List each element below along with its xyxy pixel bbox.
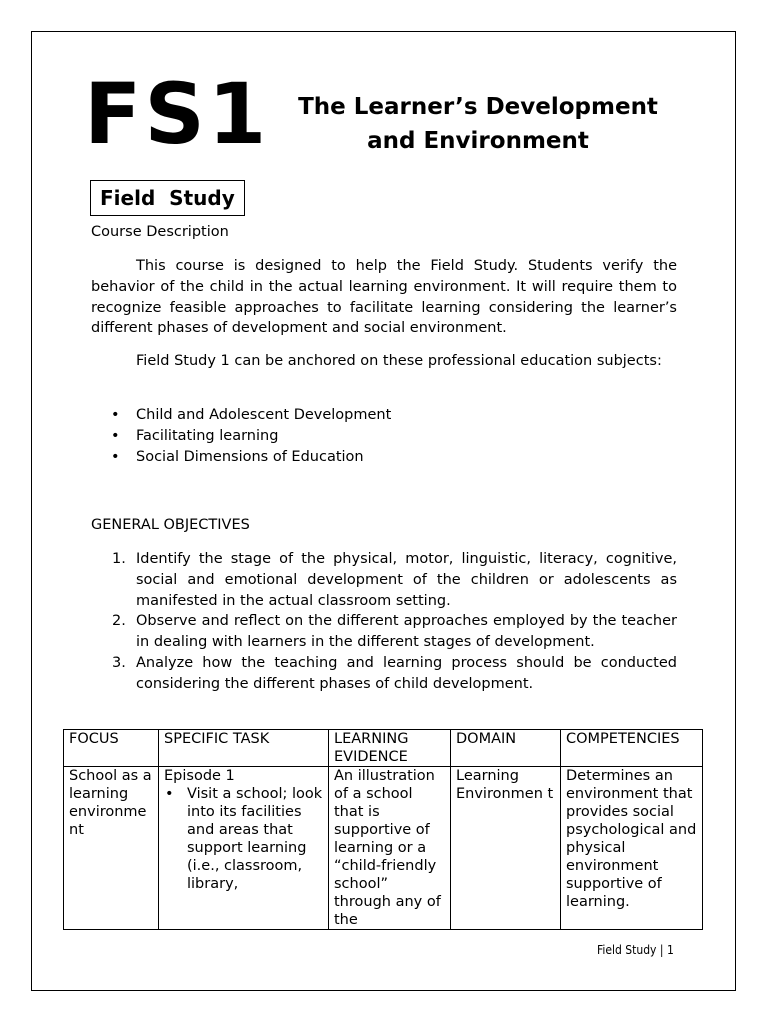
course-description-heading: Course Description [91, 224, 229, 240]
field-study-label: Field Study [90, 180, 245, 216]
list-item: • Facilitating learning [111, 426, 391, 447]
header-focus: FOCUS [64, 730, 159, 767]
objective-text: Analyze how the teaching and learning process should be conducted considering the different phases of child development. [136, 654, 677, 692]
objective-item [112, 549, 677, 611]
footer-label: Field Study [597, 943, 657, 957]
cell-focus: School as a learning environme nt [64, 767, 159, 930]
document-page [31, 31, 736, 991]
table-header-row [64, 730, 703, 767]
objective-item [112, 653, 677, 695]
header-learning-evidence: LEARNING EVIDENCE [329, 730, 451, 767]
objectives-list [112, 549, 677, 695]
general-objectives-heading: GENERAL OBJECTIVES [91, 517, 250, 533]
page-footer [597, 943, 674, 957]
cell-domain: Learning Environmen t [451, 767, 561, 930]
objective-number: 1. [112, 551, 126, 567]
cell-learning-evidence: An illustration of a school that is supportive of learning or a “child-friendly school” through any of the [329, 767, 451, 930]
footer-separator: | [659, 943, 664, 957]
field-study-table [63, 729, 703, 930]
cell-competencies: Determines an environment that provides social psychological and physical environment supportive of learning. [561, 767, 703, 930]
header-specific-task: SPECIFIC TASK [159, 730, 329, 767]
course-description-paragraph: This course is designed to help the Field Study. Students verify the behavior of the child in the actual learning environment. It will require them to recognize feasible approaches to facilitate learning considering the learner’s different phases of development and social environment. [91, 258, 677, 337]
objective-number: 2. [112, 613, 126, 630]
title-line-1: The Learner’s Development [298, 94, 658, 120]
list-item: • Social Dimensions of Education [111, 447, 391, 468]
header-domain: DOMAIN [451, 730, 561, 767]
anchored-subjects-intro: Field Study 1 can be anchored on these professional education subjects: [136, 353, 662, 369]
fs1-logo: FS1 [84, 65, 270, 163]
list-item: • Visit a school; look into its facilities and areas that support learning (i.e., classroom, library, [187, 785, 323, 893]
table-row [64, 767, 703, 930]
cell-specific-task [159, 767, 329, 930]
subjects-list [111, 405, 391, 467]
page-title [268, 90, 688, 158]
objective-number: 3. [112, 654, 126, 671]
title-line-2: and Environment [367, 128, 589, 154]
objective-item [112, 611, 677, 653]
list-item: • Child and Adolescent Development [111, 405, 391, 426]
objective-text: Identify the stage of the physical, motor, linguistic, literacy, cognitive, social and emotional development of the children or adolescents as manifested in the actual classroom setting. [136, 551, 677, 609]
page-number: 1 [666, 943, 674, 957]
task-list [164, 785, 323, 893]
header-competencies: COMPETENCIES [561, 730, 703, 767]
episode-title: Episode 1 [164, 768, 235, 784]
objective-text: Observe and reflect on the different approaches employed by the teacher in dealing with learners in the different stages of development. [136, 613, 677, 651]
